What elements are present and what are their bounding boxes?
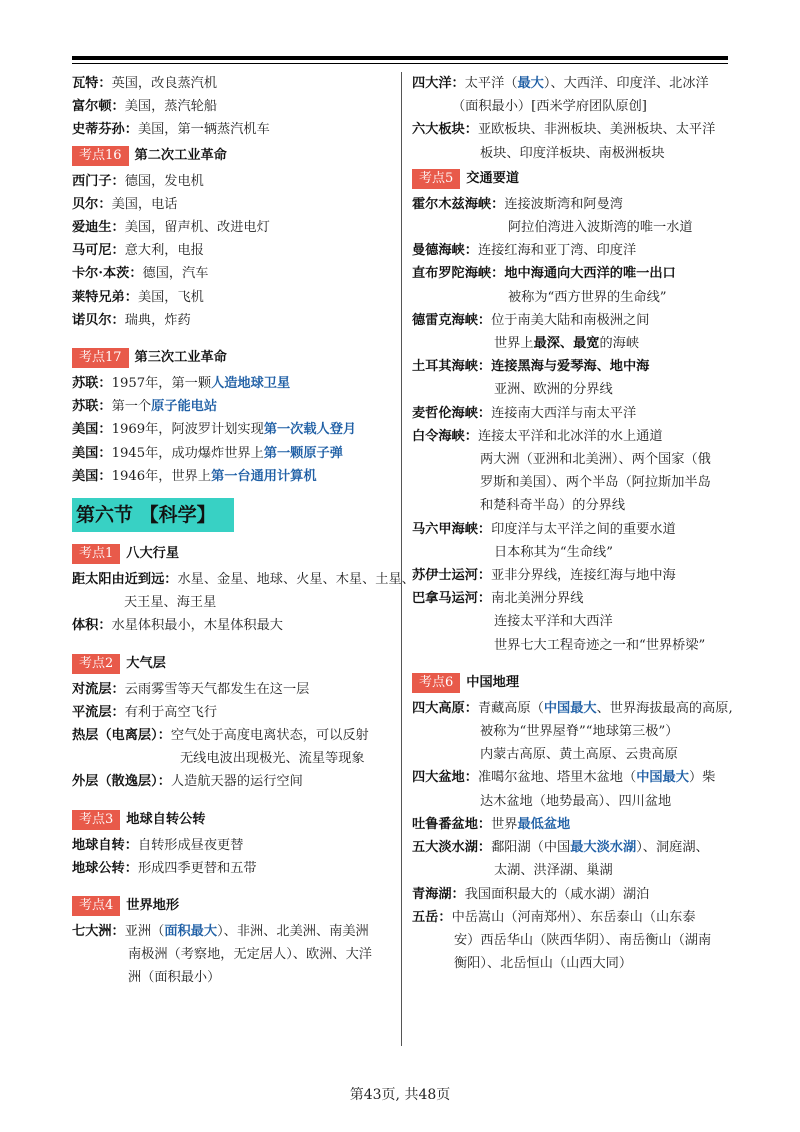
canal-panama: 巴拿马运河：南北美洲分界线 bbox=[412, 591, 584, 607]
earth-rotation: 地球自转：自转形成昼夜更替 bbox=[72, 837, 244, 853]
atmos-layer-cont: 无线电波出现极光、流星等现象 bbox=[180, 751, 365, 767]
strait-gibraltar: 直布罗陀海峡：地中海通向大西洋的唯一出口 bbox=[412, 266, 676, 282]
oceans: 四大洋：太平洋（最大）、大西洋、印度洋、北冰洋 bbox=[412, 76, 709, 91]
turpan: 吐鲁番盆地：世界最低盆地 bbox=[412, 816, 571, 832]
strait-bering-cont: 罗斯和美国）、两个半岛（阿拉斯加半岛 bbox=[480, 475, 711, 491]
kp4-heading: 考点4 世界地形 bbox=[72, 894, 392, 918]
kp16-item: 诺贝尔：瑞典，炸药 bbox=[72, 312, 191, 328]
canal-panama-cont: 连接太平洋和大西洋 bbox=[494, 614, 613, 630]
kp2-heading: 考点2 大气层 bbox=[72, 652, 392, 676]
continents-cont: 洲（面积最小） bbox=[128, 970, 221, 986]
kp17-item: 美国：1946年，世界上第一台通用计算机 bbox=[72, 468, 317, 484]
five-mountains-cont: 衡阳）、北岳恒山（山西大同） bbox=[454, 956, 633, 972]
kp17-item: 苏联：1957年，第一颗人造地球卫星 bbox=[72, 376, 291, 392]
strait-turkish: 土耳其海峡：连接黑海与爱琴海、地中海 bbox=[412, 359, 650, 375]
strait-mandeb: 曼德海峡：连接红海和亚丁湾、印度洋 bbox=[412, 243, 637, 259]
entry-watt: 瓦特：英国，改良蒸汽机 bbox=[72, 76, 218, 91]
basins: 四大盆地：准噶尔盆地、塔里木盆地（中国最大）柴 bbox=[412, 770, 716, 786]
kp17-item: 美国：1945年，成功爆炸世界上第一颗原子弹 bbox=[72, 445, 343, 461]
kp3-heading: 考点3 地球自转公转 bbox=[72, 808, 392, 832]
lakes-cont: 太湖、洪泽湖、巢湖 bbox=[494, 863, 613, 879]
atmos-layer: 平流层：有利于高空飞行 bbox=[72, 704, 218, 720]
strait-drake-cont: 世界上最深、最宽的海峡 bbox=[494, 336, 640, 352]
entry-fulton: 富尔顿：美国，蒸汽轮船 bbox=[72, 99, 218, 115]
header-rule-thin bbox=[72, 63, 728, 64]
column-divider bbox=[401, 72, 402, 1046]
kp6-heading: 考点6 中国地理 bbox=[412, 671, 730, 695]
kp1-badge: 考点1 bbox=[72, 544, 120, 564]
section-title: 第六节 【科学】 bbox=[72, 498, 234, 532]
plates-cont: 板块、印度洋板块、南极洲板块 bbox=[480, 145, 665, 161]
plates: 六大板块：亚欧板块、非洲板块、美洲板块、太平洋 bbox=[412, 122, 716, 138]
basins-cont: 达木盆地（地势最高）、四川盆地 bbox=[480, 793, 672, 809]
kp16-item: 爱迪生：美国，留声机、改进电灯 bbox=[72, 220, 270, 236]
strait-hormuz-cont: 阿拉伯湾进入波斯湾的唯一水道 bbox=[508, 220, 693, 236]
strait-bering: 白令海峡：连接太平洋和北冰洋的水上通道 bbox=[412, 428, 663, 444]
kp17-badge: 考点17 bbox=[72, 348, 129, 368]
strait-malacca-cont: 日本称其为“生命线” bbox=[494, 544, 613, 560]
kp16-item: 西门子：德国，发电机 bbox=[72, 173, 204, 189]
continents: 七大洲：亚洲（面积最大）、非洲、北美洲、南美洲 bbox=[72, 924, 369, 940]
kp5-badge: 考点5 bbox=[412, 169, 460, 189]
earth-revolution: 地球公转：形成四季更替和五带 bbox=[72, 860, 257, 876]
qinghai-lake: 青海湖：我国面积最大的（咸水湖）湖泊 bbox=[412, 886, 650, 902]
strait-turkish-cont: 亚洲、欧洲的分界线 bbox=[494, 382, 613, 398]
kp1-heading: 考点1 八大行星 bbox=[72, 542, 392, 566]
strait-gibraltar-cont: 被称为“西方世界的生命线” bbox=[508, 289, 667, 305]
left-column bbox=[72, 72, 415, 990]
lakes: 五大淡水湖：鄱阳湖（中国最大淡水湖）、洞庭湖、 bbox=[412, 840, 709, 856]
kp4-badge: 考点4 bbox=[72, 896, 120, 916]
strait-hormuz: 霍尔木兹海峡：连接波斯湾和阿曼湾 bbox=[412, 196, 623, 212]
kp16-badge: 考点16 bbox=[72, 146, 129, 166]
plateaus: 四大高原：青藏高原（中国最大、世界海拔最高的高原, bbox=[412, 700, 733, 716]
kp16-heading: 考点16 第二次工业革命 bbox=[72, 144, 392, 168]
kp16-item: 卡尔·本茨：德国，汽车 bbox=[72, 266, 209, 282]
plateaus-cont: 内蒙古高原、黄土高原、云贵高原 bbox=[480, 747, 678, 763]
five-mountains: 五岳：中岳嵩山（河南郑州）、东岳泰山（山东泰 bbox=[412, 909, 696, 925]
kp2-badge: 考点2 bbox=[72, 654, 120, 674]
kp16-item: 贝尔：美国，电话 bbox=[72, 196, 178, 212]
right-column bbox=[412, 72, 733, 975]
kp17-item: 美国：1969年，阿波罗计划实现第一次载人登月 bbox=[72, 422, 357, 438]
planet-volume: 体积：水星体积最小，木星体积最大 bbox=[72, 618, 283, 634]
kp6-badge: 考点6 bbox=[412, 673, 460, 693]
strait-bering-cont: 两大洲（亚洲和北美洲）、两个国家（俄 bbox=[480, 452, 711, 468]
strait-malacca: 马六甲海峡：印度洋与太平洋之间的重要水道 bbox=[412, 521, 676, 537]
strait-bering-cont: 和楚科奇半岛）的分界线 bbox=[480, 498, 626, 514]
five-mountains-cont: 安）西岳华山（陕西华阴）、南岳衡山（湖南 bbox=[454, 932, 712, 948]
atmos-layer: 对流层：云雨雾雪等天气都发生在这一层 bbox=[72, 681, 310, 697]
continents-cont: 南极洲（考察地，无定居人）、欧洲、大洋 bbox=[128, 947, 372, 963]
entry-stephenson: 史蒂芬孙：美国，第一辆蒸汽机车 bbox=[72, 122, 270, 138]
planet-order-cont: 天王星、海王星 bbox=[124, 595, 217, 611]
strait-magellan: 麦哲伦海峡：连接南大西洋与南太平洋 bbox=[412, 405, 637, 421]
atmos-layer: 外层（散逸层）：人造航天器的运行空间 bbox=[72, 774, 303, 790]
page-footer: 第43页, 共48页 bbox=[349, 1087, 451, 1103]
header-rule-thick bbox=[72, 56, 728, 60]
kp17-heading: 考点17 第三次工业革命 bbox=[72, 346, 392, 370]
kp3-badge: 考点3 bbox=[72, 810, 120, 830]
canal-suez: 苏伊士运河：亚非分界线，连接红海与地中海 bbox=[412, 568, 676, 584]
canal-panama-cont: 世界七大工程奇迹之一和“世界桥梁” bbox=[494, 637, 706, 653]
planet-order: 距太阳由近到远：水星、金星、地球、火星、木星、土星、 bbox=[72, 572, 415, 588]
oceans-cont: （面积最小）[西米学府团队原创] bbox=[452, 99, 647, 115]
atmos-layer: 热层（电离层）：空气处于高度电离状态，可以反射 bbox=[72, 728, 369, 744]
kp16-item: 马可尼：意大利，电报 bbox=[72, 243, 204, 259]
kp5-heading: 考点5 交通要道 bbox=[412, 167, 730, 191]
strait-drake: 德雷克海峡：位于南美大陆和南极洲之间 bbox=[412, 312, 650, 328]
plateaus-cont: 被称为“世界屋脊”“地球第三极”） bbox=[480, 724, 679, 740]
kp16-item: 莱特兄弟：美国，飞机 bbox=[72, 289, 204, 305]
kp17-item: 苏联：第一个原子能电站 bbox=[72, 399, 218, 415]
